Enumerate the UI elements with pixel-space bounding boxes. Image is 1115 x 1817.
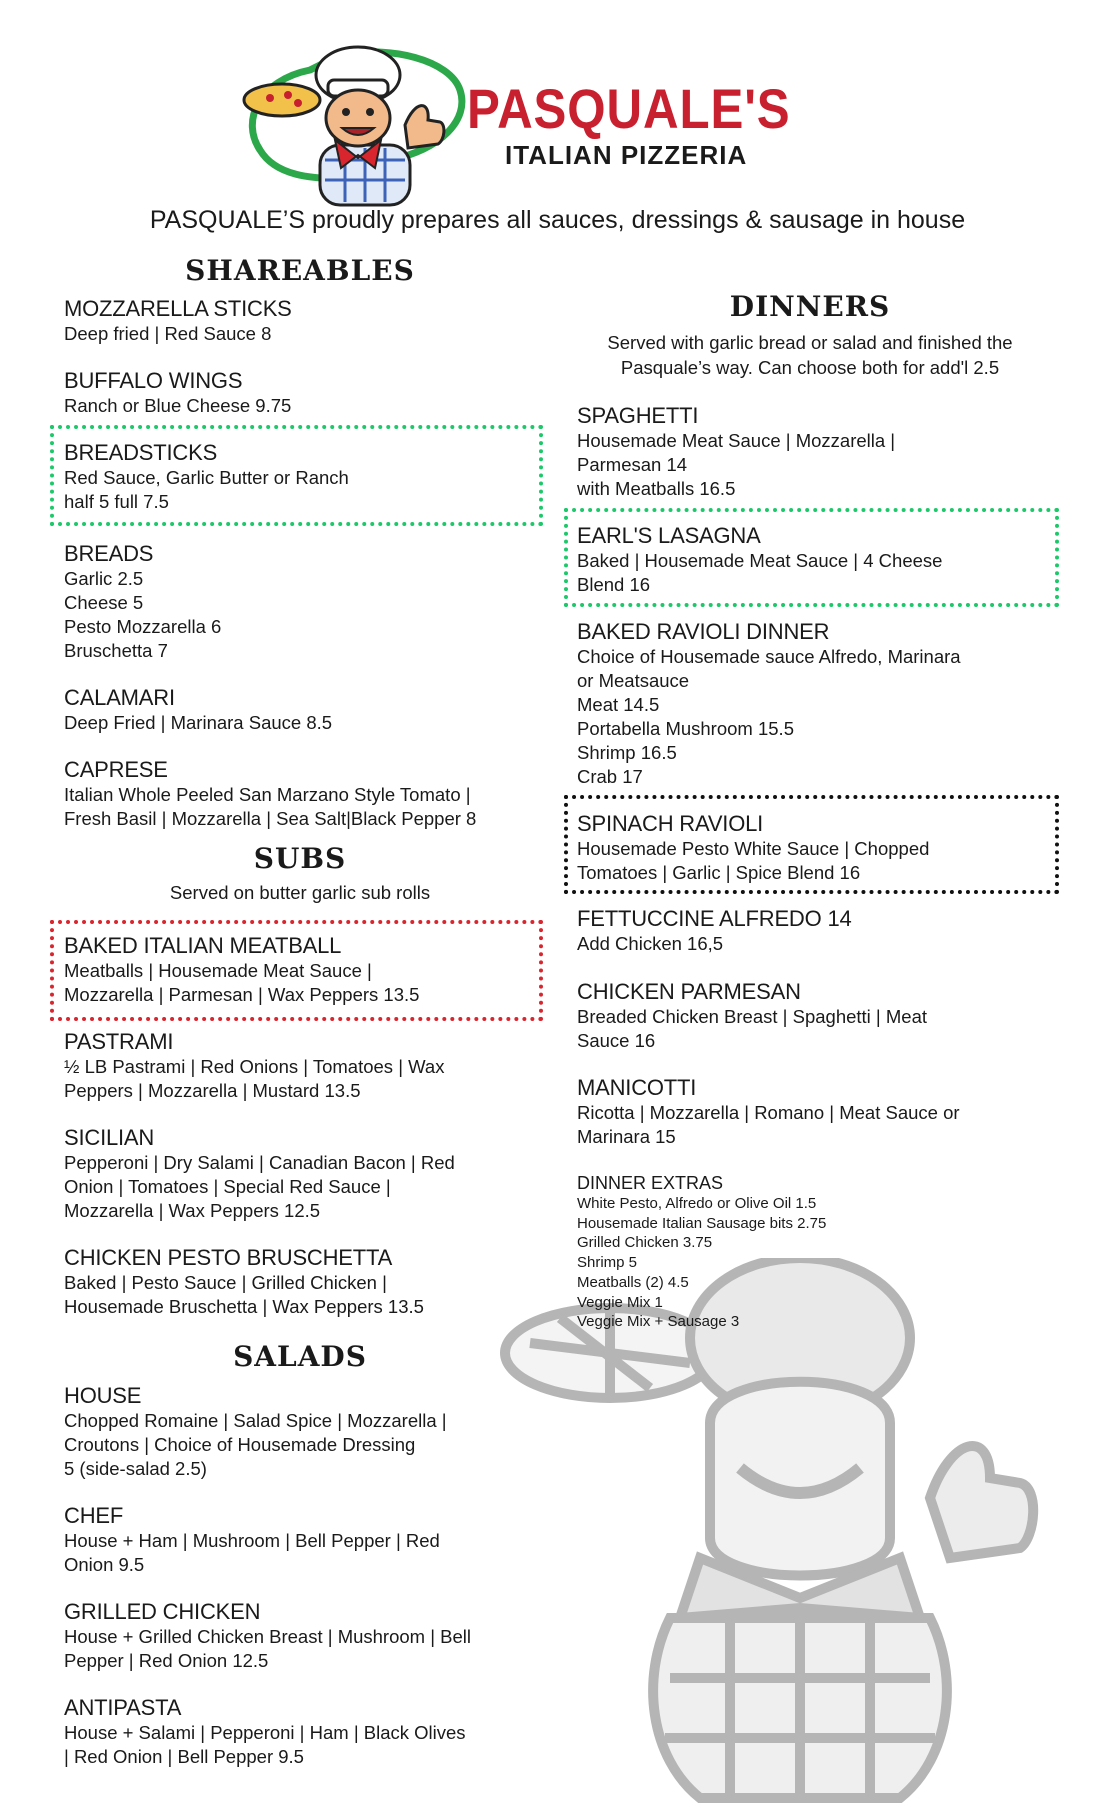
item-desc: Onion | Tomatoes | Special Red Sauce |	[64, 1176, 391, 1197]
item-desc: Bruschetta 7	[64, 640, 168, 661]
menu-item-antipasta	[64, 1694, 466, 1769]
item-desc: with Meatballs 16.5	[577, 478, 736, 499]
menu-item-buffalo-wings	[64, 367, 291, 418]
menu-item-chicken-pesto-bruschetta	[64, 1244, 424, 1319]
item-desc: Crab 17	[577, 766, 643, 787]
item-desc: Fresh Basil | Mozzarella | Sea Salt|Black Pepper 8	[64, 808, 477, 829]
item-name: GRILLED CHICKEN	[64, 1599, 261, 1624]
menu-item-manicotti	[577, 1074, 960, 1149]
item-name: CHICKEN PARMESAN	[577, 979, 801, 1004]
item-desc: Deep fried | Red Sauce 8	[64, 323, 272, 344]
menu-item-breads	[64, 540, 221, 663]
item-name: CHICKEN PESTO BRUSCHETTA	[64, 1245, 393, 1270]
menu-item-fettuccine-alfredo	[577, 905, 852, 956]
item-desc: Baked | Pesto Sauce | Grilled Chicken |	[64, 1272, 387, 1293]
item-desc: Housemade Pesto White Sauce | Chopped	[577, 838, 930, 859]
menu-item-grilled-chicken-salad	[64, 1598, 471, 1673]
item-name: SPINACH RAVIOLI	[577, 811, 764, 836]
item-desc: Pepperoni | Dry Salami | Canadian Bacon | Red	[64, 1152, 455, 1173]
item-desc: Sauce 16	[577, 1030, 656, 1051]
item-name: PASTRAMI	[64, 1029, 174, 1054]
dinner-extras-line: White Pesto, Alfredo or Olive Oil 1.5	[577, 1195, 817, 1212]
item-desc: Deep Fried | Marinara Sauce 8.5	[64, 712, 333, 733]
menu-item-calamari	[64, 684, 332, 735]
item-desc: Shrimp 16.5	[577, 742, 677, 763]
item-name: BREADS	[64, 541, 154, 566]
item-name: BAKED ITALIAN MEATBALL	[64, 933, 342, 958]
chef-watermark-illustration	[500, 1258, 1080, 1803]
item-name: MANICOTTI	[577, 1075, 697, 1100]
item-desc: House + Grilled Chicken Breast | Mushroom | Bell	[64, 1626, 472, 1647]
section-title-salads: SALADS	[233, 1340, 367, 1373]
dinner-extras-line: Veggie Mix + Sausage 3	[577, 1313, 740, 1331]
subs-note: Served on butter garlic sub rolls	[169, 882, 431, 903]
item-desc: Chopped Romaine | Salad Spice | Mozzarella |	[64, 1410, 447, 1431]
section-title-shareables: SHAREABLES	[185, 254, 415, 287]
dinner-extras-line: Grilled Chicken 3.75	[577, 1234, 713, 1252]
menu-item-chicken-parmesan	[577, 978, 927, 1053]
menu-item-pastrami	[64, 1028, 444, 1103]
item-desc: 5 (side-salad 2.5)	[64, 1458, 207, 1479]
menu-item-chef-salad	[64, 1502, 440, 1577]
item-name: MOZZARELLA STICKS	[64, 296, 292, 321]
item-name: FETTUCCINE ALFREDO 14	[577, 906, 852, 931]
brand-subtitle: ITALIAN PIZZERIA	[505, 140, 748, 170]
item-name: CAPRESE	[64, 757, 168, 782]
item-desc: Mozzarella | Parmesan | Wax Peppers 13.5	[64, 984, 420, 1005]
item-desc: Blend 16	[577, 574, 651, 595]
dinner-extras-title: DINNER EXTRAS	[577, 1173, 724, 1193]
item-name: BUFFALO WINGS	[64, 368, 243, 393]
item-desc: Meatballs | Housemade Meat Sauce |	[64, 960, 372, 981]
tagline: PASQUALE’S proudly prepares all sauces, dressings & sausage in house	[149, 206, 966, 234]
brand-name: PASQUALE'S	[467, 77, 791, 140]
item-desc: | Red Onion | Bell Pepper 9.5	[64, 1746, 304, 1767]
item-desc: Portabella Mushroom 15.5	[577, 718, 794, 739]
item-desc: Tomatoes | Garlic | Spice Blend 16	[577, 862, 861, 883]
item-desc: Housemade Bruschetta | Wax Peppers 13.5	[64, 1296, 424, 1317]
item-desc: Pepper | Red Onion 12.5	[64, 1650, 269, 1671]
section-title-dinners: DINNERS	[729, 290, 891, 323]
item-desc: Ranch or Blue Cheese 9.75	[64, 395, 292, 416]
menu-item-mozzarella-sticks	[64, 295, 292, 346]
item-desc: Garlic 2.5	[64, 568, 144, 589]
item-desc: Cheese 5	[64, 592, 144, 613]
menu-item-baked-ravioli-dinner	[577, 618, 961, 789]
item-desc: Croutons | Choice of Housemade Dressing	[64, 1434, 416, 1455]
item-desc: Meat 14.5	[577, 694, 660, 715]
menu-item-house-salad	[64, 1382, 447, 1481]
menu-item-breadsticks	[64, 439, 349, 514]
item-name: SPAGHETTI	[577, 403, 699, 428]
item-name: CHEF	[64, 1503, 124, 1528]
item-desc: Breaded Chicken Breast | Spaghetti | Meat	[577, 1006, 928, 1027]
menu-item-spinach-ravioli	[577, 810, 929, 885]
item-desc: Marinara 15	[577, 1126, 676, 1147]
item-name: ANTIPASTA	[64, 1695, 182, 1720]
item-desc: half 5 full 7.5	[64, 491, 169, 512]
item-name: SICILIAN	[64, 1125, 155, 1150]
item-name: HOUSE	[64, 1383, 142, 1408]
item-desc: ½ LB Pastrami | Red Onions | Tomatoes | Wax	[64, 1056, 445, 1077]
item-desc: Choice of Housemade sauce Alfredo, Marinara	[577, 646, 961, 667]
item-desc: Add Chicken 16,5	[577, 933, 724, 954]
item-desc: House + Ham | Mushroom | Bell Pepper | Red	[64, 1530, 440, 1551]
item-name: CALAMARI	[64, 685, 175, 710]
item-desc: Parmesan 14	[577, 454, 688, 475]
item-desc: Mozzarella | Wax Peppers 12.5	[64, 1200, 321, 1221]
section-title-subs: SUBS	[253, 842, 347, 875]
item-desc: or Meatsauce	[577, 670, 690, 691]
item-desc: Ricotta | Mozzarella | Romano | Meat Sauce or	[577, 1102, 960, 1123]
menu-item-earls-lasagna	[577, 522, 942, 597]
menu-item-sicilian	[64, 1124, 455, 1223]
item-name: BAKED RAVIOLI DINNER	[577, 619, 830, 644]
item-name: EARL'S LASAGNA	[577, 523, 761, 548]
item-desc: House + Salami | Pepperoni | Ham | Black Olives	[64, 1722, 466, 1743]
item-desc: Red Sauce, Garlic Butter or Ranch	[64, 467, 349, 488]
dinners-note-line: Pasquale’s way. Can choose both for add'l 2.5	[620, 357, 1000, 378]
item-name: BREADSTICKS	[64, 440, 218, 465]
dinner-extras-line: Housemade Italian Sausage bits 2.75	[577, 1214, 827, 1232]
menu-item-baked-italian-meatball	[64, 932, 419, 1007]
dinner-extras-line: Meatballs (2) 4.5	[577, 1273, 689, 1291]
item-desc: Italian Whole Peeled San Marzano Style Tomato |	[64, 784, 471, 805]
item-desc: Housemade Meat Sauce | Mozzarella |	[577, 430, 896, 451]
dinner-extras-line: Shrimp 5	[577, 1254, 638, 1272]
dinners-note	[560, 330, 1060, 380]
dinner-extras-line: Veggie Mix 1	[577, 1293, 663, 1311]
item-desc: Onion 9.5	[64, 1554, 145, 1575]
menu-item-caprese	[64, 756, 476, 831]
item-desc: Peppers | Mozzarella | Mustard 13.5	[64, 1080, 361, 1101]
menu-item-spaghetti	[577, 402, 895, 501]
dinner-extras	[577, 1172, 826, 1332]
dinners-note-line: Served with garlic bread or salad and finished the	[607, 332, 1013, 353]
item-desc: Pesto Mozzarella 6	[64, 616, 222, 637]
item-desc: Baked | Housemade Meat Sauce | 4 Cheese	[577, 550, 943, 571]
